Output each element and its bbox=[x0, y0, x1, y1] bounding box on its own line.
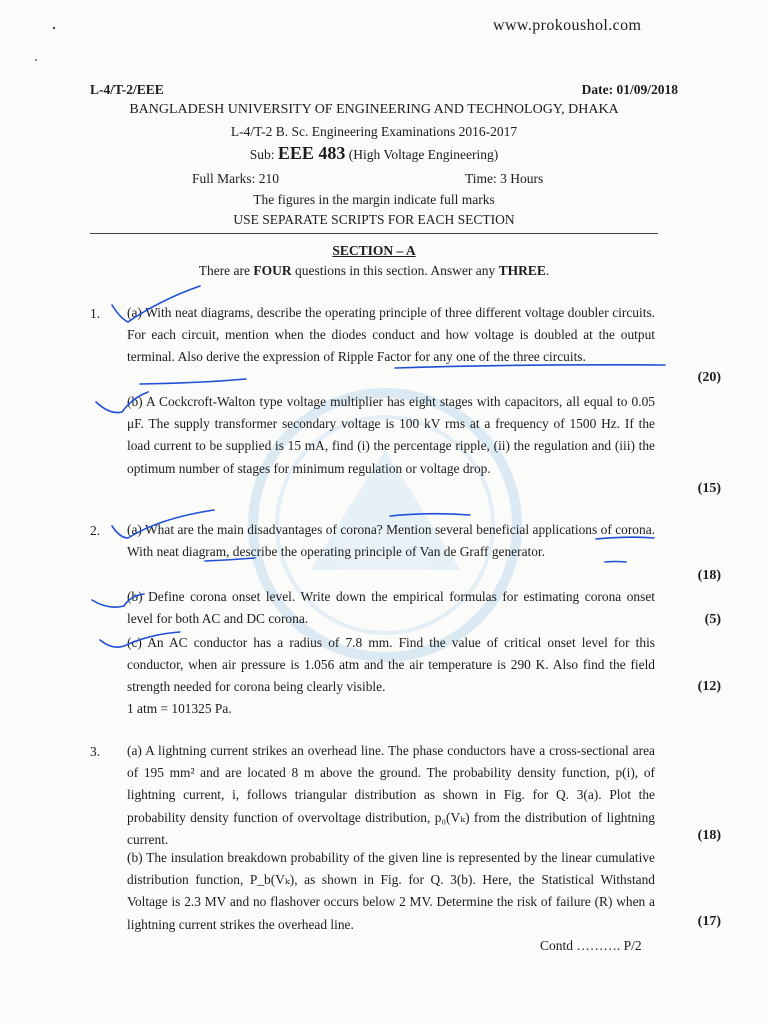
exam-line: L-4/T-2 B. Sc. Engineering Examinations 2016-2017 bbox=[230, 124, 518, 139]
question-3a-text: (a) A lightning current strikes an overhead line. The phase conductors have a cross-sectional area of 195 mm² and are located 8 m above the ground. The probability density function, p(i), of lightning current, i, follows triangular distribution as shown in Fig. for Q. 3(a). Plot the probability density function of overvoltage distribution, p₀(Vₖ) from the distribution of lightning current. bbox=[127, 743, 655, 847]
instruction-text: There are bbox=[198, 263, 254, 278]
question-1a-marks: (20) bbox=[697, 370, 721, 385]
question-2a-marks: (18) bbox=[697, 568, 721, 583]
instruction-four: FOUR bbox=[253, 263, 292, 278]
website-url: www.prokoushol.com bbox=[493, 17, 642, 34]
question-1b-text: (b) A Cockcroft-Walton type voltage multiplier has eight stages with capacitors, all equal to 0.05 μF. The supply transformer secondary voltage is 100 kV rms at a frequency of 1500 Hz. If the load current to be supplied is 15 mA, find (i) the percentage ripple, (ii) the regulation and (iii) the optimum number of stages for minimum regulation or voltage drop. bbox=[127, 394, 655, 476]
university-name: BANGLADESH UNIVERSITY OF ENGINEERING AND TECHNOLOGY, DHAKA bbox=[129, 102, 619, 117]
question-number: 1. bbox=[90, 306, 101, 321]
instruction-three: THREE bbox=[498, 263, 546, 278]
subject-prefix: Sub: bbox=[249, 147, 275, 162]
question-2b-text: (b) Define corona onset level. Write down the empirical formulas for estimating corona onset level for both AC and DC corona. bbox=[127, 589, 655, 627]
question-2b-marks: (5) bbox=[704, 612, 721, 627]
course-name: (High Voltage Engineering) bbox=[348, 147, 499, 162]
instruction-text: questions in this section. Answer any bbox=[291, 263, 499, 278]
question-1b-marks: (15) bbox=[697, 481, 721, 496]
level-term: L-4/T-2/EEE bbox=[90, 82, 164, 97]
question-3a-marks: (18) bbox=[697, 828, 721, 843]
question-1a-text: (a) With neat diagrams, describe the operating principle of three different voltage doubler circuits. For each circuit, mention when the diodes conduct and how voltage is doubled at the output terminal. Also derive the expression of Ripple Factor for any one of the three circuits. bbox=[127, 305, 655, 365]
margin-note: The figures in the margin indicate full marks bbox=[253, 192, 495, 207]
full-marks: Full Marks: 210 bbox=[192, 171, 280, 186]
question-number: 3. bbox=[90, 744, 101, 759]
exam-date: Date: 01/09/2018 bbox=[581, 82, 678, 97]
question-2c-marks: (12) bbox=[697, 679, 721, 694]
question-3b-text: (b) The insulation breakdown probability of the given line is represented by the linear cumulative distribution function, P_b(Vₖ), as shown in Fig. for Q. 3(b). Here, the Statistical Withstand Voltage is 2.3 MV and no flashover occurs below 2 MV. Determine the risk of failure (R) when a lightning current strikes the overhead line. bbox=[127, 850, 655, 932]
subject-line bbox=[90, 143, 658, 164]
question-2a-text: (a) What are the main disadvantages of corona? Mention several beneficial applications of corona. With neat diagram, describe the operating principle of Van de Graff generator. bbox=[127, 522, 655, 560]
header-divider bbox=[90, 233, 658, 234]
question-2c-text: (c) An AC conductor has a radius of 7.8 mm. Find the value of critical onset level for this conductor, when air pressure is 1.056 atm and the air temperature is 290 K. Also find the field strength needed for corona being clearly visible. bbox=[127, 635, 655, 695]
instruction-text: . bbox=[545, 263, 550, 278]
course-code: EEE 483 bbox=[277, 143, 346, 163]
question-number: 2. bbox=[90, 523, 101, 538]
section-title: SECTION – A bbox=[332, 243, 416, 258]
exam-time: Time: 3 Hours bbox=[465, 171, 544, 186]
question-3b-marks: (17) bbox=[697, 914, 721, 929]
question-2-note: 1 atm = 101325 Pa. bbox=[127, 701, 232, 716]
scripts-note: USE SEPARATE SCRIPTS FOR EACH SECTION bbox=[233, 212, 515, 227]
underline-mark bbox=[140, 379, 246, 384]
continued-note: Contd ………. P/2 bbox=[540, 938, 642, 953]
section-instruction bbox=[90, 263, 658, 279]
